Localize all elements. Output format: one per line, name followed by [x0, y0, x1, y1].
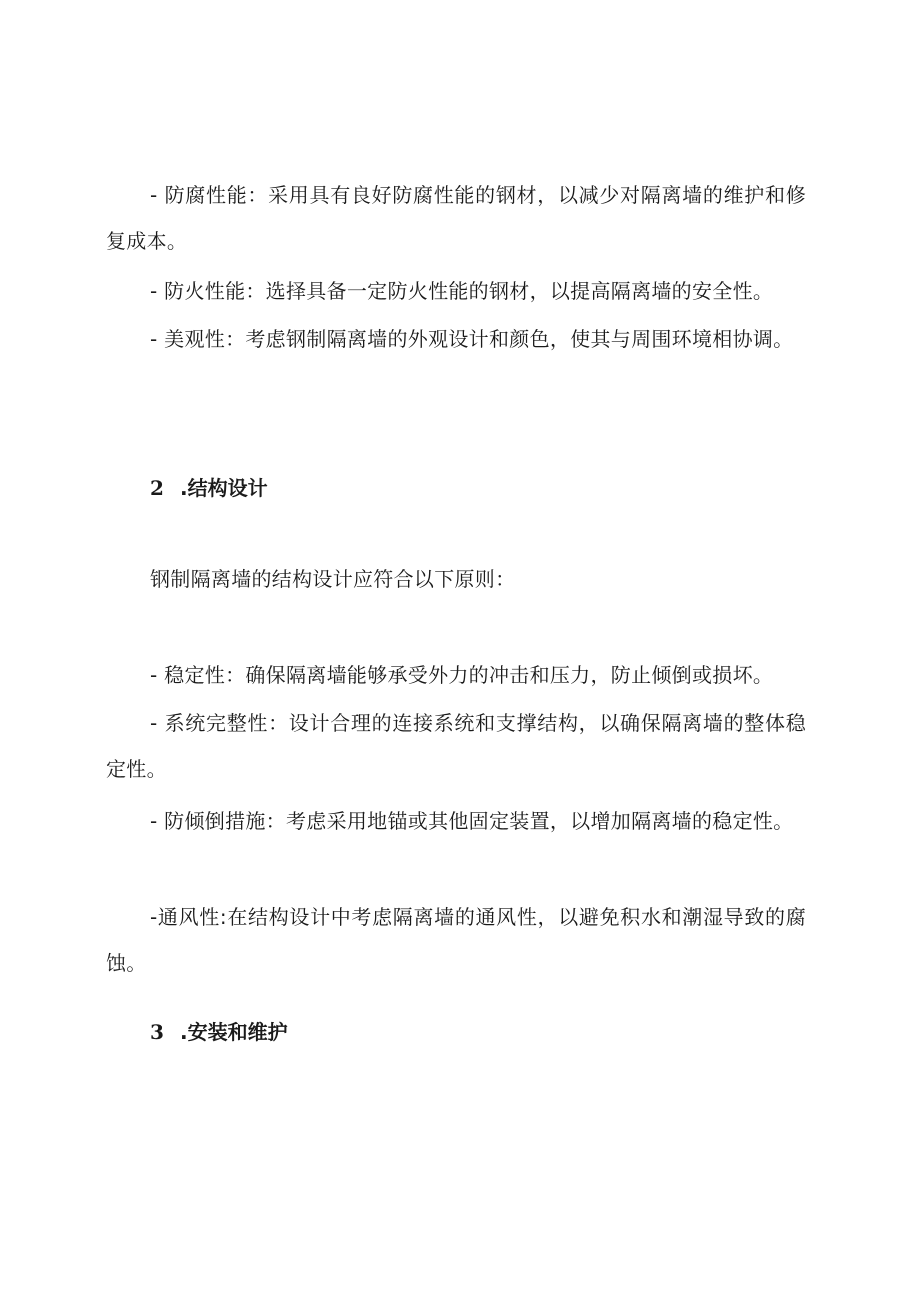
section-title: .结构设计	[180, 476, 268, 500]
section-number: 2	[150, 476, 164, 500]
paragraph-system-integrity: - 系统完整性：设计合理的连接系统和支撑结构，以确保隔离墙的整体稳定性。	[106, 711, 806, 781]
paragraph-anti-tipping: - 防倾倒措施：考虑采用地锚或其他固定装置，以增加隔离墙的稳定性。	[150, 809, 794, 833]
paragraph-stability: - 稳定性：确保隔离墙能够承受外力的冲击和压力，防止倾倒或损坏。	[150, 663, 774, 687]
section-number: 3	[150, 1020, 164, 1044]
section-title: .安装和维护	[180, 1020, 288, 1044]
paragraph-aesthetics: - 美观性：考虑钢制隔离墙的外观设计和颜色，使其与周围环境相协调。	[150, 327, 794, 351]
section-heading-installation	[150, 1017, 288, 1047]
paragraph-structure-intro: 钢制隔离墙的结构设计应符合以下原则：	[150, 567, 516, 591]
paragraph-fireproof: - 防火性能：选择具备一定防火性能的钢材，以提高隔离墙的安全性。	[150, 279, 774, 303]
paragraph-ventilation: -通风性:在结构设计中考虑隔离墙的通风性，以避免积水和潮湿导致的腐蚀。	[106, 905, 806, 975]
paragraph-anticorrosion: - 防腐性能：采用具有良好防腐性能的钢材，以减少对隔离墙的维护和修复成本。	[106, 183, 806, 253]
section-heading-structure	[150, 473, 268, 503]
